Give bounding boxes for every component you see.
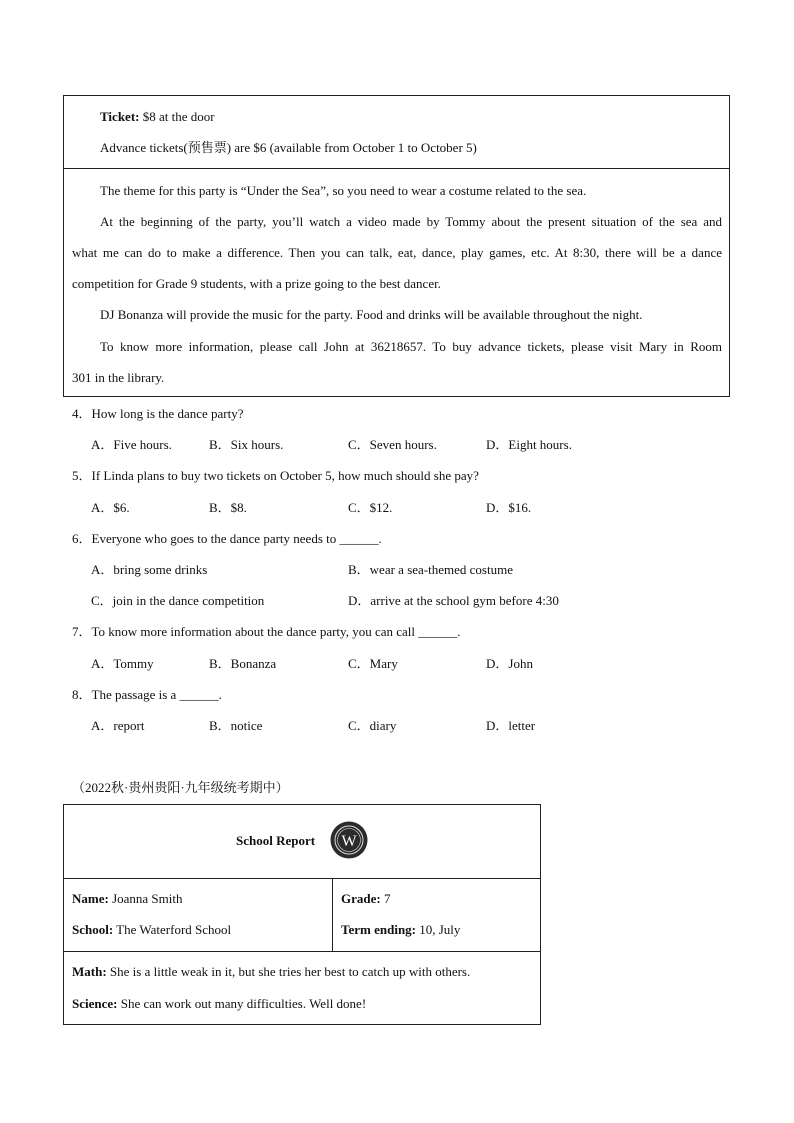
option-6d[interactable]: D．arrive at the school gym before 4:30 xyxy=(348,593,559,608)
school-report-box xyxy=(63,804,541,1025)
report-grade: Grade: 7 xyxy=(341,891,391,906)
paragraph-info-line2: 301 in the library. xyxy=(72,370,165,385)
report-title: School Report xyxy=(236,833,316,848)
logo-letter: W xyxy=(341,833,357,850)
option-4d[interactable]: D．Eight hours. xyxy=(486,437,572,452)
report-divider-1 xyxy=(64,878,540,879)
report-school: School: The Waterford School xyxy=(72,922,232,937)
source-note: （2022秋·贵州贵阳·九年级统考期中） xyxy=(72,780,289,795)
option-5a[interactable]: A．$6. xyxy=(91,500,130,515)
question-8: 8．The passage is a ______. xyxy=(72,687,222,702)
advance-ticket-line: Advance tickets(预售票) are $6 (available from October 1 to October 5) xyxy=(100,140,477,155)
ticket-line: Ticket: $8 at the door xyxy=(100,109,215,124)
report-math: Math: She is a little weak in it, but she tries her best to catch up with others. xyxy=(72,964,471,979)
report-name: Name: Joanna Smith xyxy=(72,891,183,906)
option-8d[interactable]: D．letter xyxy=(486,718,536,733)
paragraph-video-line2: what me can do to make a difference. Then you can talk, eat, dance, play games, etc. At 8:30, there will be a dance xyxy=(72,245,722,260)
question-6: 6．Everyone who goes to the dance party needs to ______. xyxy=(72,531,382,546)
option-6c[interactable]: C．join in the dance competition xyxy=(91,593,265,608)
paragraph-music: DJ Bonanza will provide the music for the party. Food and drinks will be available throughout the night. xyxy=(100,307,643,322)
paragraph-video-line3: competition for Grade 9 students, with a prize going to the best dancer. xyxy=(72,276,441,291)
paragraph-theme: The theme for this party is “Under the Sea”, so you need to wear a costume related to the sea. xyxy=(100,183,587,198)
report-science: Science: She can work out many difficulties. Well done! xyxy=(72,996,367,1011)
option-4a[interactable]: A．Five hours. xyxy=(91,437,172,452)
option-4c[interactable]: C．Seven hours. xyxy=(348,437,437,452)
option-5c[interactable]: C．$12. xyxy=(348,500,393,515)
question-5: 5．If Linda plans to buy two tickets on October 5, how much should she pay? xyxy=(72,468,479,483)
divider xyxy=(64,168,729,169)
option-4b[interactable]: B．Six hours. xyxy=(209,437,284,452)
option-8b[interactable]: B．notice xyxy=(209,718,263,733)
option-7b[interactable]: B．Bonanza xyxy=(209,656,277,671)
report-term-ending: Term ending: 10, July xyxy=(341,922,461,937)
option-5b[interactable]: B．$8. xyxy=(209,500,247,515)
report-divider-2 xyxy=(64,951,540,952)
option-7a[interactable]: A．Tommy xyxy=(91,656,154,671)
notice-box xyxy=(63,95,730,397)
option-6a[interactable]: A．bring some drinks xyxy=(91,562,208,577)
question-4: 4．How long is the dance party? xyxy=(72,406,244,421)
option-8c[interactable]: C．diary xyxy=(348,718,397,733)
report-column-divider xyxy=(332,878,333,951)
option-7c[interactable]: C．Mary xyxy=(348,656,398,671)
paragraph-info-line1: To know more information, please call John at 36218657. To buy advance tickets, please visit Mary in Room xyxy=(100,339,722,354)
option-7d[interactable]: D．John xyxy=(486,656,533,671)
school-logo-icon xyxy=(330,821,368,859)
question-7: 7．To know more information about the dance party, you can call ______. xyxy=(72,624,461,639)
option-5d[interactable]: D．$16. xyxy=(486,500,532,515)
option-8a[interactable]: A．report xyxy=(91,718,145,733)
option-6b[interactable]: B．wear a sea-themed costume xyxy=(348,562,513,577)
paragraph-video-line1: At the beginning of the party, you’ll watch a video made by Tommy about the present situation of the sea and xyxy=(100,214,722,229)
